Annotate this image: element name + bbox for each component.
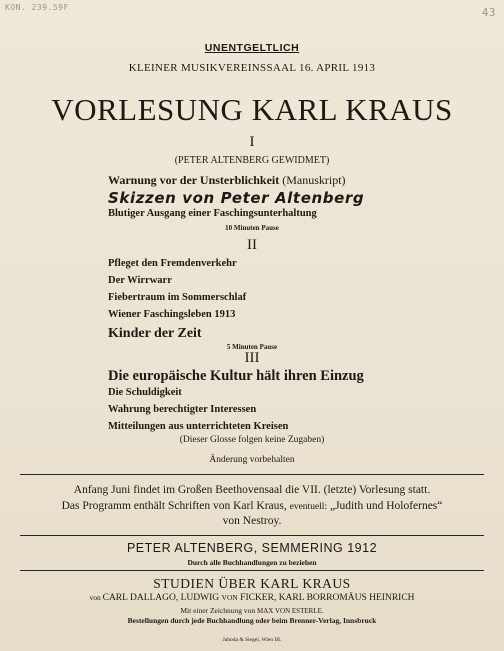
page-title: VORLESUNG KARL KRAUS bbox=[51, 92, 453, 127]
program-item: Pfleget den Fremdenverkehr bbox=[108, 258, 237, 269]
program-item: Wiener Faschingsleben 1913 bbox=[108, 309, 236, 320]
part-1-numeral: I bbox=[249, 134, 255, 150]
program-item: Skizzen von Peter Altenberg bbox=[108, 189, 365, 207]
divider bbox=[20, 570, 484, 571]
announcement-line: von Nestroy. bbox=[222, 515, 282, 527]
changes-reserved-note: Änderung vorbehalten bbox=[209, 455, 295, 465]
program-item: Mitteilungen aus unterrichteten Kreisen bbox=[108, 421, 289, 432]
altenberg-book-title: PETER ALTENBERG, SEMMERING 1912 bbox=[126, 541, 378, 555]
part-3-numeral: III bbox=[244, 350, 260, 366]
program-item: Kinder der Zeit bbox=[108, 326, 202, 341]
free-admission-label: UNENTGELTLICH bbox=[204, 42, 300, 54]
divider bbox=[20, 474, 484, 475]
divider bbox=[20, 535, 484, 536]
studien-illustration-credit: Mit einer Zeichnung von MAX VON ESTERLE. bbox=[180, 606, 324, 615]
studien-order-info: Bestellungen durch jede Buchhandlung oder beim Brenner-Verlag, Innsbruck bbox=[127, 616, 377, 625]
altenberg-availability: Durch alle Buchhandlungen zu beziehen bbox=[187, 558, 317, 567]
printer-imprint: Jahoda & Siegel, Wien III. bbox=[222, 637, 282, 643]
announcement-line: Anfang Juni findet im Großen Beethovensaal die VII. (letzte) Vorlesung statt. bbox=[73, 484, 431, 496]
venue-date: KLEINER MUSIKVEREINSSAAL 16. APRIL 1913 bbox=[128, 62, 376, 74]
intermission-label: 5 Minuten Pause bbox=[226, 343, 278, 351]
program-item: Der Wirrwarr bbox=[108, 275, 172, 286]
no-encore-note: (Dieser Glosse folgen keine Zugaben) bbox=[179, 435, 325, 445]
part-2-numeral: II bbox=[247, 237, 257, 253]
program-item: Wahrung berechtigter Interessen bbox=[108, 404, 257, 415]
program-item: Warnung vor der Unsterblichkeit (Manuskript) bbox=[108, 173, 346, 187]
studien-title: STUDIEN ÜBER KARL KRAUS bbox=[153, 576, 351, 591]
program-item: Die Schuldigkeit bbox=[108, 387, 182, 398]
program-item: Die europäische Kultur hält ihren Einzug bbox=[108, 368, 364, 384]
program-item: Fiebertraum im Sommerschlaf bbox=[108, 292, 247, 303]
program-item: Blutiger Ausgang einer Faschingsunterhaltung bbox=[108, 208, 317, 219]
studien-authors: von CARL DALLAGO, LUDWIG VON FICKER, KARL BORROMÄUS HEINRICH bbox=[89, 593, 415, 603]
intermission-label: 10 Minuten Pause bbox=[225, 224, 279, 232]
part-1-dedication: (PETER ALTENBERG GEWIDMET) bbox=[174, 155, 330, 166]
announcement-line: Das Programm enthält Schriften von Karl Kraus, eventuell: „Judith und Holofernes“ bbox=[61, 500, 443, 512]
archive-pencil-note: KON. 239.59F bbox=[5, 3, 69, 12]
page-number-pencil: 43 bbox=[481, 6, 496, 19]
